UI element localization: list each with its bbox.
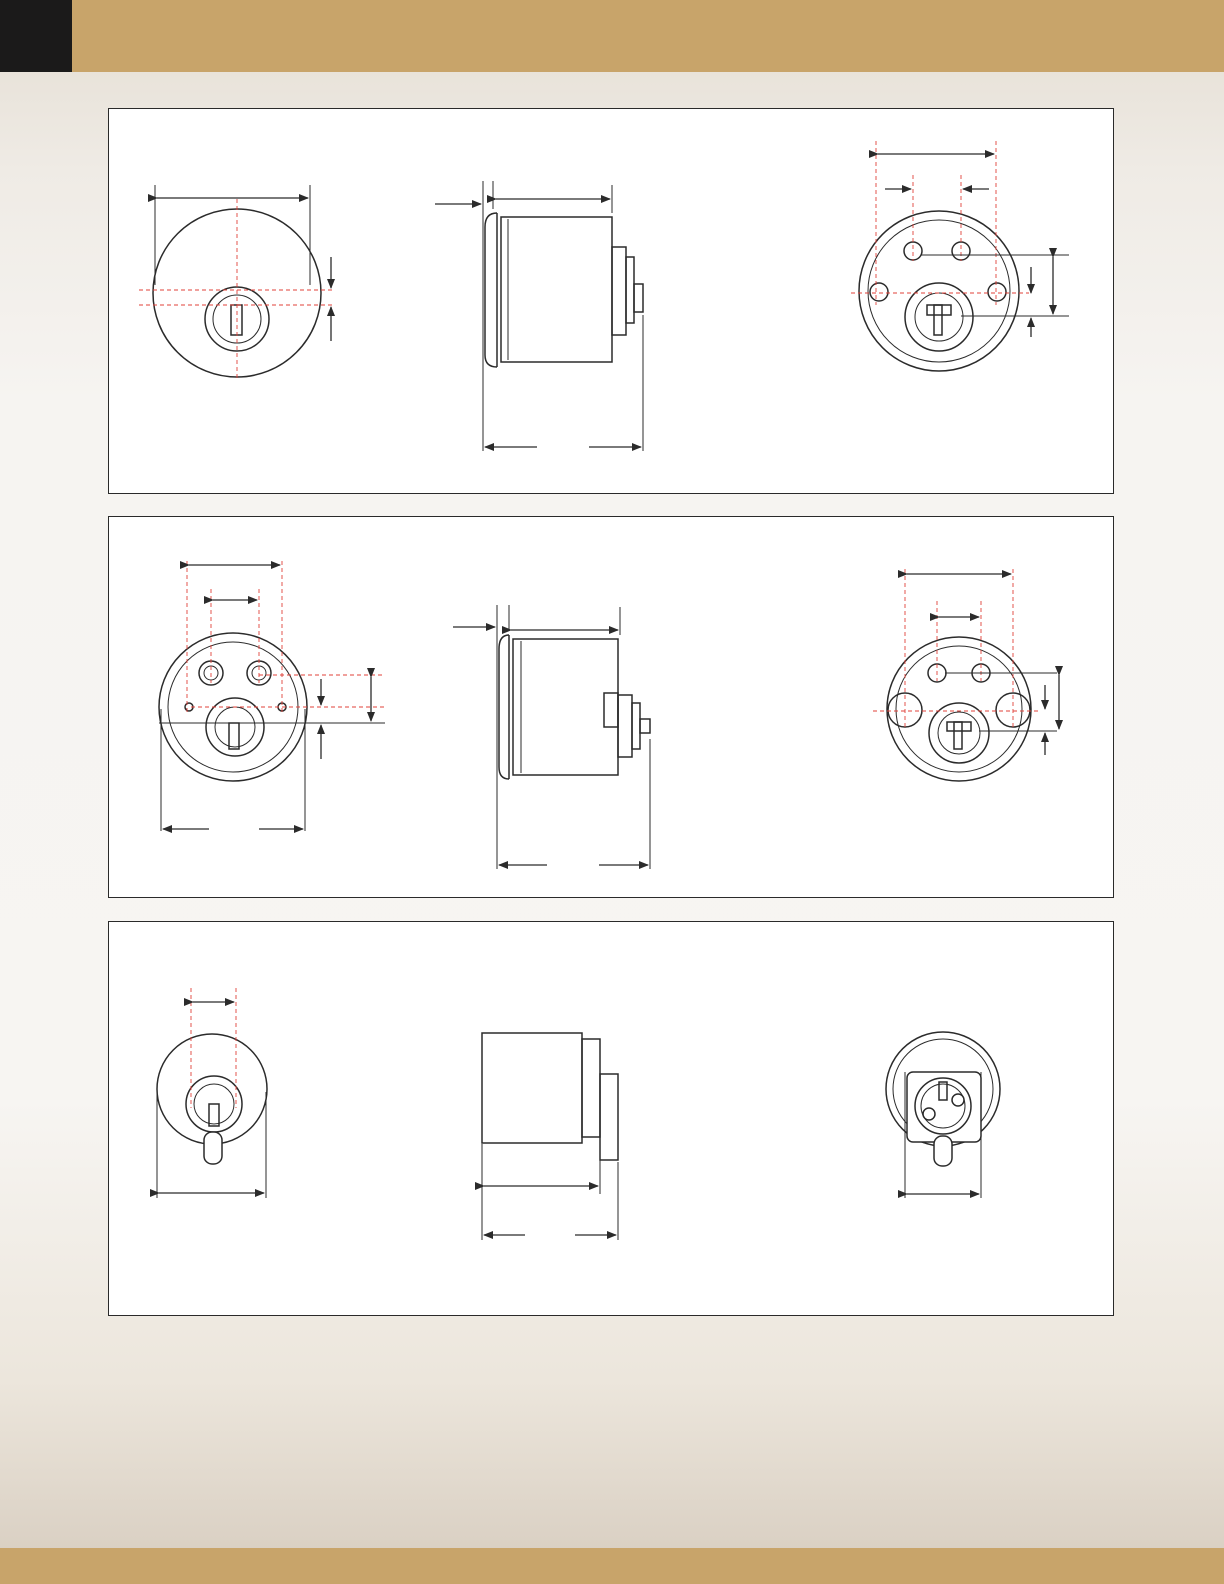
cylinder-back-view-3 [886, 1032, 1000, 1198]
cylinder-front-view-3 [157, 988, 267, 1198]
cylinder-side-view-2 [453, 605, 650, 869]
cylinder-back-view-2 [873, 569, 1059, 781]
page-tab-marker [0, 0, 72, 72]
footer-band [0, 1548, 1224, 1584]
cylinder-back-view-1 [851, 141, 1069, 371]
panel-1-drawing [109, 109, 1114, 494]
header-band [0, 0, 1224, 72]
panel-2-drawing [109, 517, 1114, 898]
cylinder-side-view-1 [435, 181, 643, 451]
cylinder-side-view-3 [482, 1033, 618, 1240]
drawing-panel-1 [108, 108, 1114, 494]
drawing-panel-2 [108, 516, 1114, 898]
drawing-panel-3 [108, 921, 1114, 1316]
cylinder-front-view-2 [159, 561, 385, 831]
panel-3-drawing [109, 922, 1114, 1316]
cylinder-front-view-1 [139, 185, 334, 381]
